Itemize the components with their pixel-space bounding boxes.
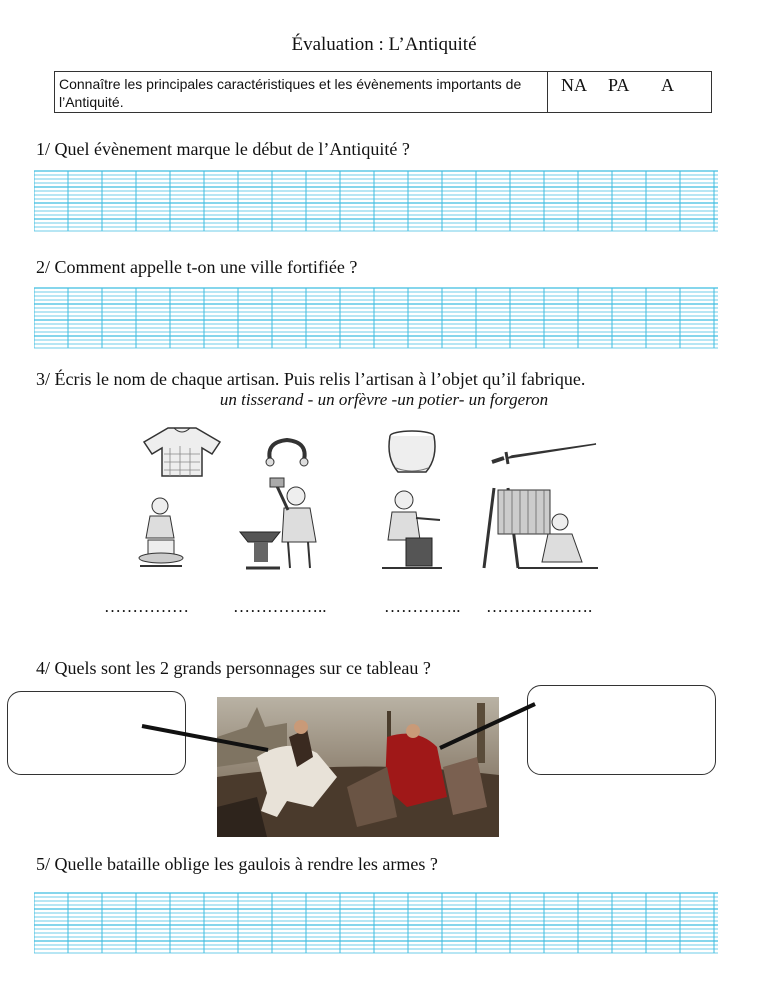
answer-dots-1[interactable]: …………… <box>104 597 189 616</box>
page-title: Évaluation : L’Antiquité <box>291 34 477 55</box>
answer-lines-5[interactable] <box>34 892 718 954</box>
question-3: 3/ Écris le nom de chaque artisan. Puis relis l’artisan à l’objet qu’il fabrique. <box>36 369 586 389</box>
question-5: 5/ Quelle bataille oblige les gaulois à rendre les armes ? <box>36 854 438 874</box>
answer-lines-2[interactable] <box>34 287 718 349</box>
answer-box-left[interactable] <box>7 691 186 775</box>
answer-dots-3[interactable]: ………….. <box>384 597 461 616</box>
sword-icon[interactable] <box>488 440 600 468</box>
potter-icon[interactable] <box>130 492 194 572</box>
question-2: 2/ Comment appelle t-on une ville fortifiée ? <box>36 257 358 277</box>
level-pa[interactable]: PA <box>608 75 630 95</box>
competence-text: Connaître les principales caractéristiques et les évènements importants de l’Antiquité. <box>55 72 548 112</box>
goldsmith-icon[interactable] <box>376 484 452 576</box>
blacksmith-icon[interactable] <box>236 476 332 576</box>
weaver-icon[interactable] <box>478 484 602 574</box>
answer-dots-4[interactable]: ………………. <box>486 597 593 616</box>
question-1: 1/ Quel évènement marque le début de l’Antiquité ? <box>36 139 410 159</box>
answer-lines-1[interactable] <box>34 170 718 232</box>
competence-table <box>54 71 712 113</box>
artisan-word-list: un tisserand - un orfèvre -un potier- un forgeron <box>219 390 549 409</box>
competence-levels <box>548 72 711 112</box>
level-na[interactable]: NA <box>561 75 587 95</box>
question-4: 4/ Quels sont les 2 grands personnages sur ce tableau ? <box>36 658 431 678</box>
answer-dots-2[interactable]: …………….. <box>233 597 327 616</box>
torc-bracelet-icon[interactable] <box>262 432 312 472</box>
pot-icon[interactable] <box>384 428 440 480</box>
painting-vercingetorix-caesar <box>217 697 499 837</box>
level-a[interactable]: A <box>661 75 674 95</box>
tunic-icon[interactable] <box>140 424 224 480</box>
answer-box-right[interactable] <box>527 685 716 775</box>
